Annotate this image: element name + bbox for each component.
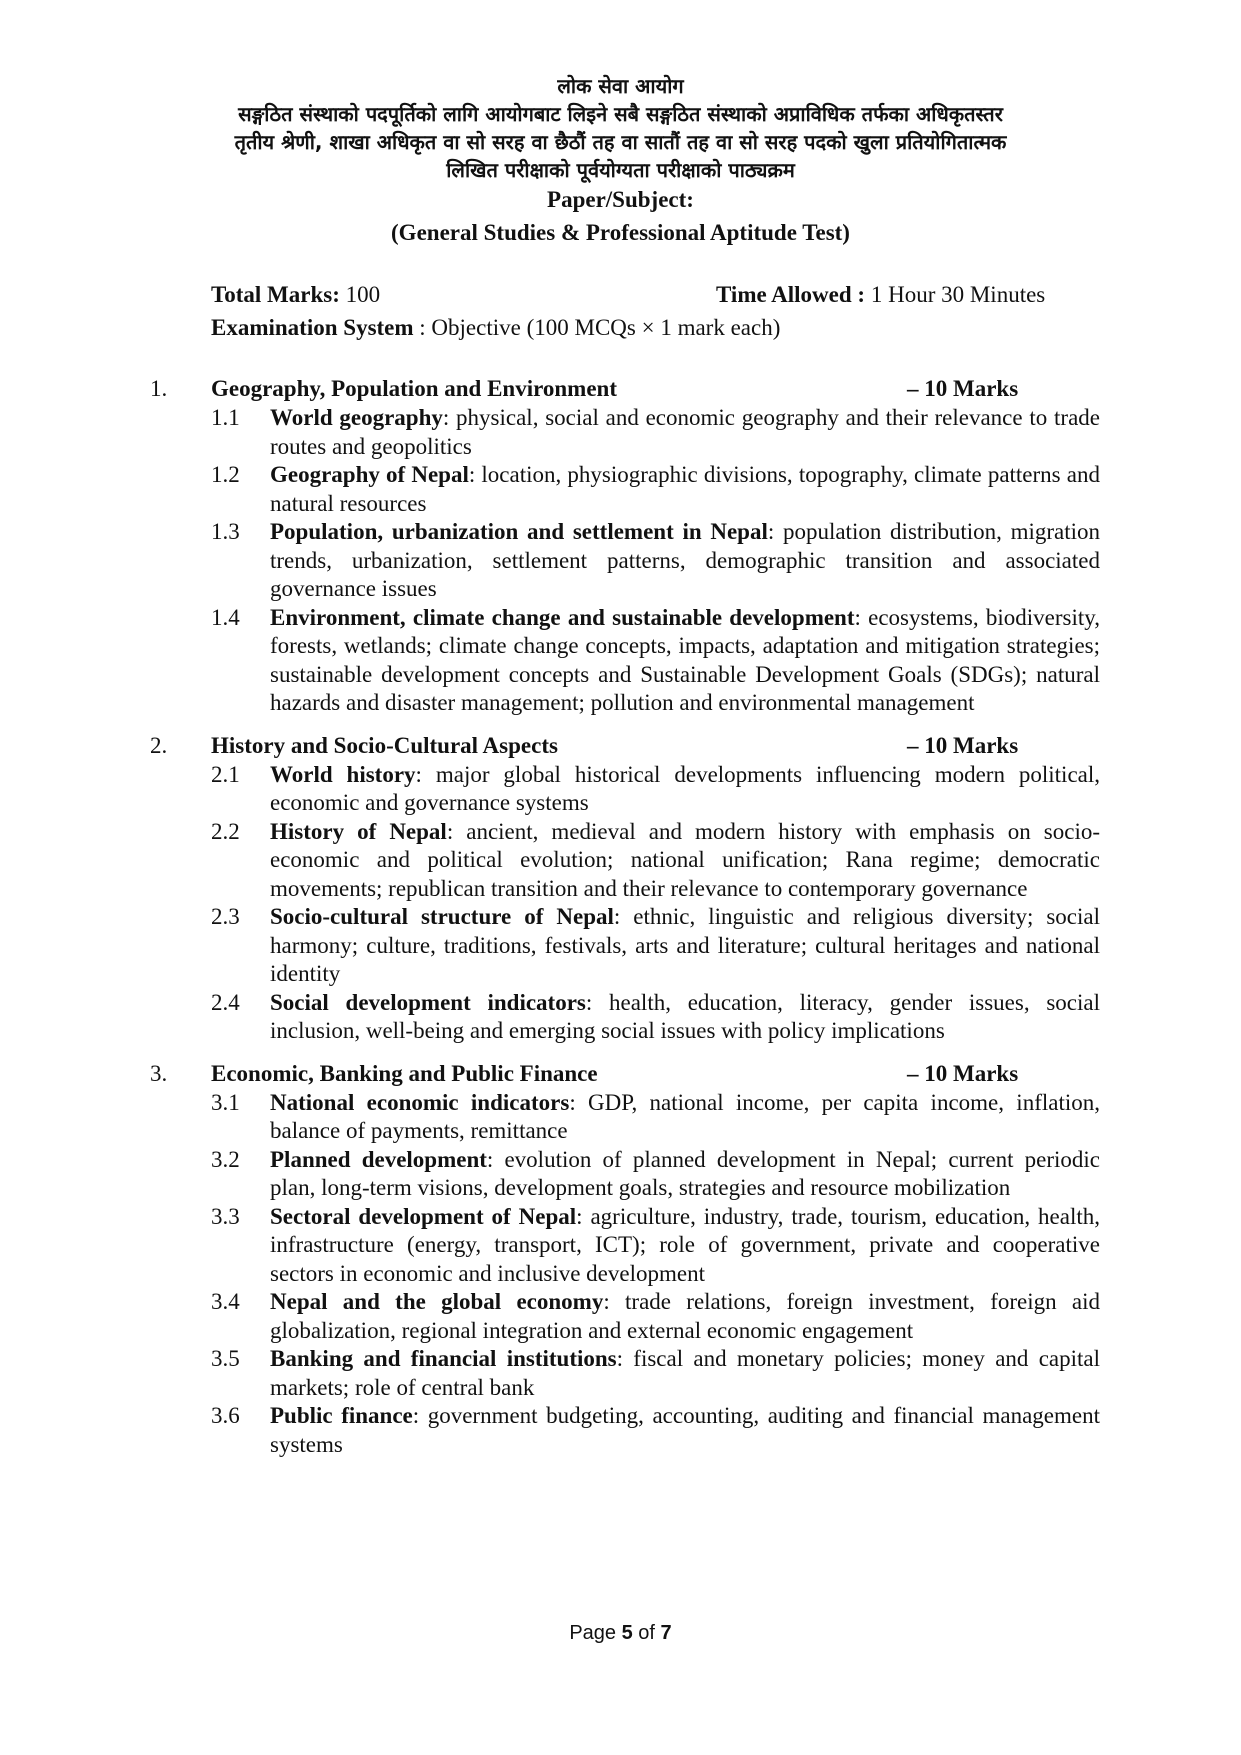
item-number: 3.6 [211, 1403, 240, 1428]
item-number: 2.3 [211, 904, 240, 929]
page-footer [0, 1622, 1241, 1645]
syllabus-item [150, 1089, 1100, 1146]
item-number: 2.4 [211, 989, 240, 1015]
item-description: : population distribution, migration trends, urbanization, settlement patterns, demographic transition and associated governance issues [270, 519, 1100, 601]
syllabus-item [150, 518, 1100, 604]
item-term: Geography of Nepal [270, 462, 469, 487]
syllabus-item [150, 761, 1100, 818]
item-number: 1.3 [211, 519, 240, 544]
item-description: : government budgeting, accounting, auditing and financial management systems [270, 1403, 1100, 1457]
item-number: 1.4 [211, 604, 240, 630]
page-prefix: Page [569, 1622, 622, 1644]
item-description: : ethnic, linguistic and religious diversity; social harmony; culture, traditions, festivals, arts and literature; cultural heritages and national identity [270, 904, 1100, 986]
section-marks: – 10 Marks [907, 376, 1019, 401]
syllabus-item [150, 1203, 1100, 1289]
item-description: : GDP, national income, per capita income, inflation, balance of payments, remittance [270, 1089, 1100, 1143]
item-term: Public finance [270, 1403, 413, 1428]
item-term: Sectoral development of Nepal [270, 1203, 577, 1229]
item-description: : location, physiographic divisions, topography, climate patterns and natural resources [270, 462, 1100, 516]
item-number: 3.3 [211, 1203, 240, 1229]
item-term: Social development indicators [270, 989, 586, 1015]
item-description: : trade relations, foreign investment, foreign aid globalization, regional integration and external economic engagement [270, 1289, 1100, 1343]
paper-title: (General Studies & Professional Aptitude Test) [391, 220, 850, 245]
item-description: : ecosystems, biodiversity, forests, wetlands; climate change concepts, impacts, adaptation and mitigation strategies; sustainable development concepts and Sustainable Development Goals (SDGs); natural hazards and disaster management; pollution and environmental management [270, 604, 1100, 715]
syllabus-item [150, 989, 1100, 1046]
item-number: 3.2 [211, 1146, 240, 1172]
paper-label: Paper/Subject: [547, 187, 694, 212]
section-title: History and Socio-Cultural Aspects [211, 732, 558, 758]
item-term: Socio-cultural structure of Nepal [270, 904, 614, 929]
item-description: : evolution of planned development in Nepal; current periodic plan, long-term visions, development goals, strategies and resource mobilization [270, 1146, 1100, 1200]
item-number: 3.1 [211, 1089, 240, 1115]
exam-meta [211, 278, 1091, 344]
total-marks-value: 100 [339, 282, 381, 307]
syllabus-heading-line-3: तृतीय श्रेणी, शाखा अधिकृत वा सो सरह वा छैठौं तह वा सातौं तह वा सो सरह पदको खुला प्रतियोगितात्मक [234, 130, 1007, 154]
item-term: Population, urbanization and settlement in Nepal [270, 519, 768, 544]
syllabus-item [150, 1146, 1100, 1203]
item-term: Environment, climate change and sustainable development [270, 604, 855, 630]
page-mid: of [632, 1622, 661, 1644]
item-description: : ancient, medieval and modern history with emphasis on socio-economic and political evolution; national unification; Rana regime; democratic movements; republican transition and their relevance to contemporary governance [270, 818, 1100, 901]
item-description: : health, education, literacy, gender issues, social inclusion, well-being and emerging social issues with policy implications [270, 989, 1100, 1043]
item-number: 3.4 [211, 1289, 240, 1314]
item-term: Banking and financial institutions [270, 1346, 617, 1371]
section-number: 3. [150, 1060, 168, 1086]
exam-system-label: Examination System [211, 315, 414, 340]
item-term: World geography [270, 405, 443, 430]
syllabus-item [150, 461, 1100, 518]
section-marks: – 10 Marks [907, 732, 1019, 758]
item-number: 3.5 [211, 1346, 240, 1371]
item-description: : physical, social and economic geography and their relevance to trade routes and geopolitics [270, 405, 1100, 459]
syllabus-section [150, 374, 1100, 718]
item-term: National economic indicators [270, 1089, 570, 1115]
syllabus-section [150, 731, 1100, 1046]
section-heading [150, 1059, 1100, 1089]
section-heading [150, 731, 1100, 761]
item-number: 2.2 [211, 818, 240, 844]
syllabus-item [150, 604, 1100, 718]
page-total: 7 [660, 1622, 672, 1644]
syllabus-item [150, 818, 1100, 904]
syllabus-item [150, 1345, 1100, 1402]
syllabus-heading-line-4: लिखित परीक्षाको पूर्वयोग्यता परीक्षाको पाठ्यक्रम [446, 158, 795, 182]
item-term: Nepal and the global economy [270, 1289, 604, 1314]
item-number: 1.1 [211, 405, 240, 430]
total-marks [211, 282, 380, 307]
time-allowed-value: 1 Hour 30 Minutes [865, 282, 1046, 307]
item-description: : agriculture, industry, trade, tourism, education, health, infrastructure (energy, transport, ICT); role of government, private and cooperative sectors in economic and inclusive development [270, 1203, 1100, 1286]
section-heading [150, 374, 1100, 404]
section-title: Geography, Population and Environment [211, 376, 617, 401]
item-term: Planned development [270, 1146, 487, 1172]
syllabus-item [150, 1288, 1100, 1345]
syllabus-item [150, 404, 1100, 461]
item-number: 2.1 [211, 761, 240, 787]
document-header [0, 72, 1241, 248]
item-term: History of Nepal [270, 818, 447, 844]
time-allowed [716, 278, 1045, 311]
time-allowed-label: Time Allowed : [716, 282, 866, 307]
section-number: 2. [150, 732, 168, 758]
item-number: 1.2 [211, 462, 240, 487]
commission-name: लोक सेवा आयोग [557, 74, 684, 98]
item-description: : fiscal and monetary policies; money and capital markets; role of central bank [270, 1346, 1100, 1400]
syllabus-heading-line-2: सङ्गठित संस्थाको पदपूर्तिको लागि आयोगबाट लिइने सबै सङ्गठित संस्थाको अप्राविधिक तर्फका अधिकृतस्तर [238, 102, 1003, 126]
item-description: : major global historical developments influencing modern political, economic and governance systems [270, 761, 1100, 815]
section-title: Economic, Banking and Public Finance [211, 1060, 598, 1086]
exam-system-value: : Objective (100 MCQs × 1 mark each) [413, 315, 781, 340]
item-term: World history [270, 761, 416, 787]
syllabus-item [150, 903, 1100, 989]
section-number: 1. [150, 376, 168, 401]
syllabus-section [150, 1059, 1100, 1460]
syllabus-item [150, 1402, 1100, 1459]
section-marks: – 10 Marks [907, 1060, 1019, 1086]
total-marks-label: Total Marks: [211, 282, 340, 307]
syllabus-sections [150, 374, 1100, 1472]
page-current: 5 [621, 1622, 633, 1644]
